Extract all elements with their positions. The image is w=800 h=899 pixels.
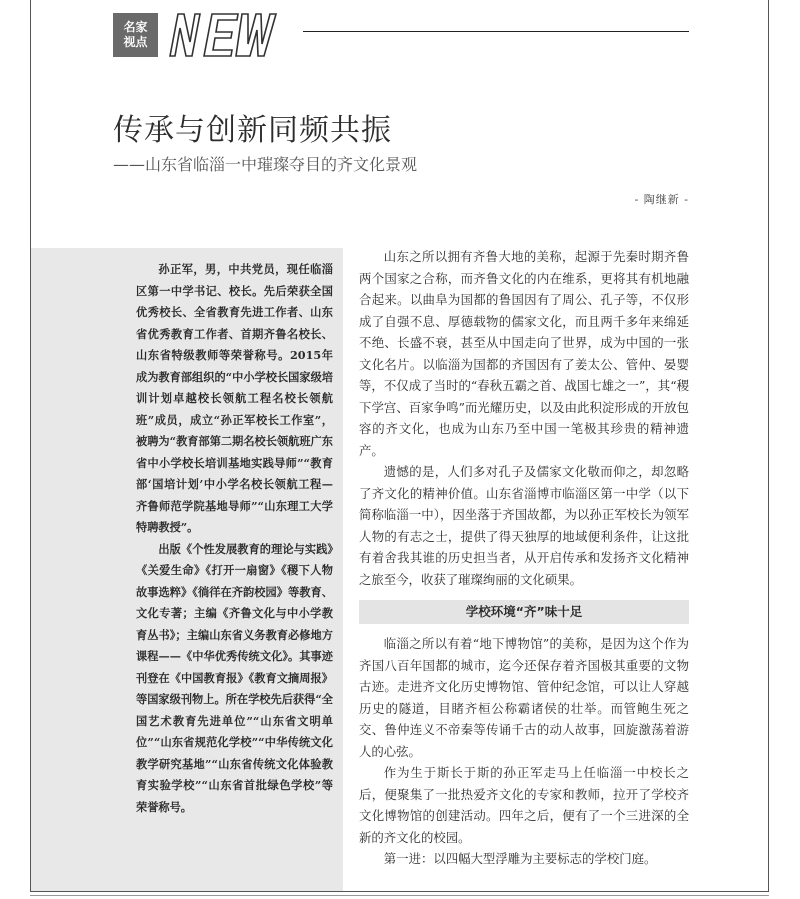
page-frame-bottom <box>30 891 769 892</box>
article-author: - 陶继新 - <box>634 193 689 206</box>
column-tag-text: 名家视点 <box>123 20 148 49</box>
body-paragraph: 山东之所以拥有齐鲁大地的美称，起源于先秦时期齐鲁两个国家之合称，而齐鲁文化的内在维系，更将其有机地融合起来。以曲阜为国都的鲁国因有了周公、孔子等，不仅形成了自强不息、厚德载物的儒家文化，而且两千多年来绵延不绝、长盛不衰，甚至从中国走向了世界，成为中国的一张文化名片。以临淄为国都的齐国因有了姜太公、管仲、晏婴等，不仅成了当时的“春秋五霸之首、战国七雄之一”，其“稷下学宫、百家争鸣”而光耀历史，以及由此积淀形成的开放包容的齐文化，也成为山东乃至中国一笔极其珍贵的精神遗产。 <box>359 249 689 458</box>
article-body <box>359 246 689 870</box>
article-subtitle: ——山东省临淄一中璀璨夺目的齐文化景观 <box>113 155 418 174</box>
logo-text: NEW <box>164 12 167 13</box>
page-frame-bottom-thin <box>30 895 769 896</box>
header-rule <box>303 31 689 32</box>
section-heading: 学校环境“齐”味十足 <box>359 600 689 624</box>
body-paragraph: 作为生于斯长于斯的孙正军走马上任临淄一中校长之后，便聚集了一批热爱齐文化的专家和教师，拉开了学校齐文化博物馆的创建活动。四年之后，便有了一个三进深的全新的齐文化的校园。 <box>359 765 689 845</box>
column-tag <box>113 13 158 57</box>
bio-paragraph: 孙正军，男，中共党员，现任临淄区第一中学书记、校长。先后荣获全国优秀校长、全省教育先进工作者、山东省优秀教育工作者、首期齐鲁名校长、山东省特级教师等荣誉称号。2015年成为教育部组织的“中小学校长国家级培训计划卓越校长领航工程名校长领航班”成员，成立“孙正军校长工作室”，被聘为“教育部第二期名校长领航班广东省中小学校长培训基地实践导师”“教育部‘国培计划’中小学名校长领航工程—齐鲁师范学院基地导师”“山东理工大学特聘教授”。 <box>136 262 333 534</box>
body-paragraph: 遗憾的是，人们多对孔子及儒家文化敬而仰之，却忽略了齐文化的精神价值。山东省淄博市临淄区第一中学（以下简称临淄一中），因坐落于齐国故都，为以孙正军校长为领军人物的有志之士，提供了得天独厚的地域便利条件，让这批有着舍我其谁的历史担当者，从开启传承和发扬齐文化精神之旅至今，收获了璀璨绚丽的文化硕果。 <box>359 464 689 587</box>
body-paragraph: 第一进：以四幅大型浮雕为主要标志的学校门庭。 <box>383 851 657 866</box>
bio-text <box>136 259 333 818</box>
page-frame-right <box>768 0 769 892</box>
body-paragraph: 临淄之所以有着“地下博物馆”的美称，是因为这个作为齐国八百年国都的城市，迄今还保存着齐国极其重要的文物古迹。走进齐文化历史博物馆、管仲纪念馆，可以让人穿越历史的隧道，目睹齐桓公称霸诸侯的壮举。而管鲍生死之交、鲁仲连义不帝秦等传诵千古的动人故事，回旋激荡着游人的心弦。 <box>359 636 689 759</box>
new-logo <box>164 12 284 58</box>
article-title: 传承与创新同频共振 <box>113 113 392 148</box>
bio-paragraph: 出版《个性发展教育的理论与实践》《关爱生命》《打开一扇窗》《稷下人物故事选粹》《徜徉在齐韵校园》等教育、文化专著；主编《齐鲁文化与中小学教育丛书》；主编山东省义务教育必修地方课程——《中华优秀传统文化》。其事迹刊登在《中国教育报》《教育文摘周报》等国家级刊物上。所在学校先后获得“全国艺术教育先进单位”“山东省文明单位”“山东省规范化学校”“中华传统文化教学研究基地”“山东省传统文化体验教育实验学校”“山东省首批绿色学校”等荣誉称号。 <box>136 541 333 814</box>
